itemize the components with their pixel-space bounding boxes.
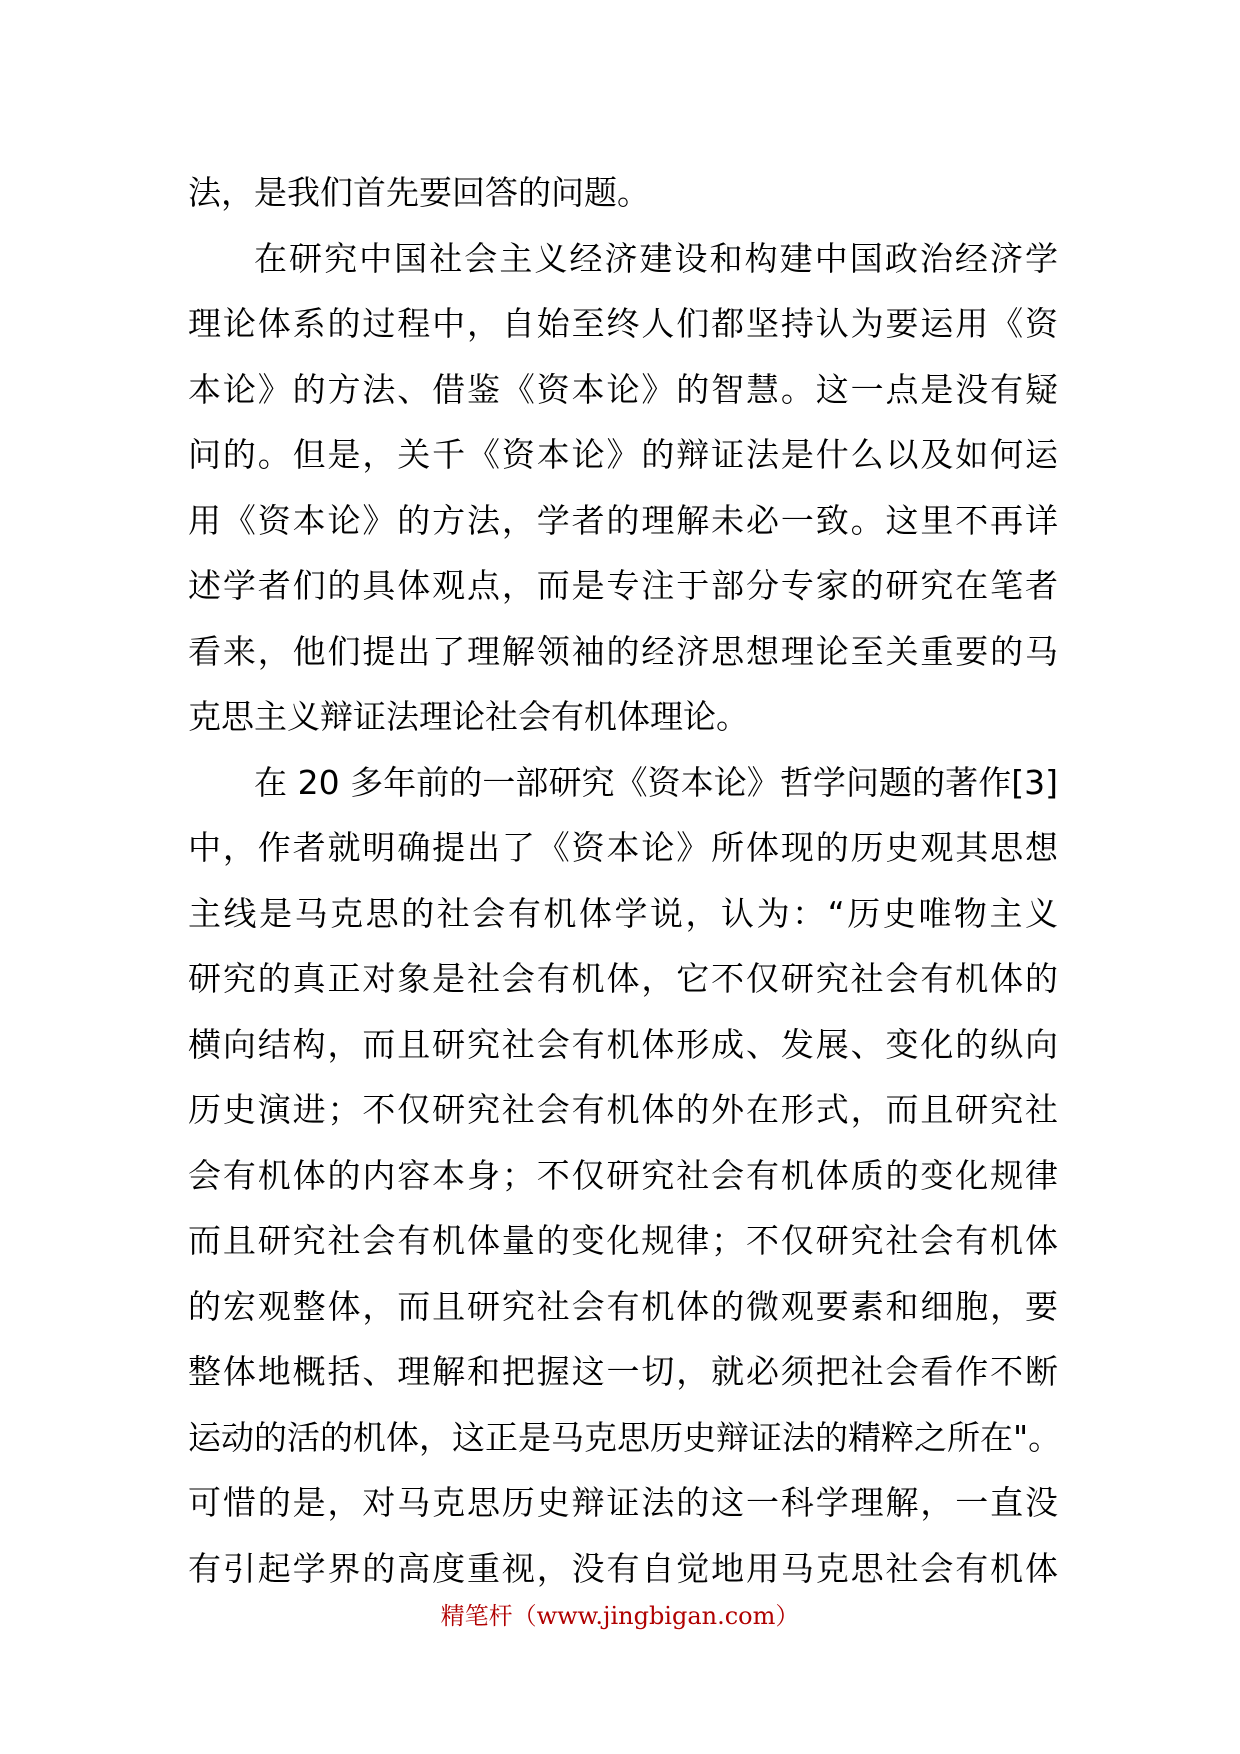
text-line: 可惜的是，对马克思历史辩证法的这一科学理解，一直没 — [188, 1483, 1058, 1522]
text-line: 理论体系的过程中，自始至终人们都坚持认为要运用《资 — [188, 304, 1058, 343]
text-line: 会有机体的内容本身；不仅研究社会有机体质的变化规律 — [188, 1155, 1058, 1195]
text-line: 用《资本论》的方法，学者的理解未必一致。这里不再详 — [188, 500, 1058, 540]
text-line: 问的。但是，关千《资本论》的辩证法是什么以及如何运 — [188, 435, 1058, 474]
body-text — [188, 160, 1062, 1601]
text-line: 有引起学界的高度重视，没有自觉地用马克思社会有机体 — [188, 1548, 1058, 1588]
text-line: 的宏观整体，而且研究社会有机体的微观要素和细胞，要 — [188, 1286, 1058, 1326]
text-line: 克思主义辩证法理论社会有机体理论。 — [188, 697, 749, 736]
text-line: 而且研究社会有机体量的变化规律；不仅研究社会有机体 — [188, 1221, 1058, 1260]
text-line: 中，作者就明确提出了《资本论》所体现的历史观其思想 — [188, 828, 1058, 867]
text-line: 研究的真正对象是社会有机体，它不仅研究社会有机体的 — [188, 959, 1058, 998]
text-line: 主线是马克思的社会有机体学说，认为：“历史唯物主义 — [188, 893, 1058, 933]
text-line: 在研究中国社会主义经济建设和构建中国政治经济学 — [254, 238, 1058, 278]
text-line: 述学者们的具体观点，而是专注于部分专家的研究在笔者 — [188, 566, 1058, 605]
text-line: 横向结构，而且研究社会有机体形成、发展、变化的纵向 — [188, 1024, 1058, 1064]
text-line: 在 20 多年前的一部研究《资本论》哲学问题的著作[3] — [254, 762, 1058, 802]
text-line: 运动的活的机体，这正是马克思历史辩证法的精粹之所在"。 — [188, 1417, 1062, 1457]
text-line: 历史演进；不仅研究社会有机体的外在形式，而且研究社 — [188, 1090, 1058, 1129]
text-line: 整体地概括、理解和把握这一切，就必须把社会看作不断 — [188, 1352, 1058, 1391]
text-line: 看来，他们提出了理解领袖的经济思想理论至关重要的马 — [188, 631, 1058, 671]
text-line: 本论》的方法、借鉴《资本论》的智慧。这一点是没有疑 — [188, 369, 1058, 409]
text-line: 法，是我们首先要回答的问题。 — [188, 173, 650, 212]
footer-watermark: 精笔杆（www.jingbigan.com） — [440, 1602, 800, 1630]
